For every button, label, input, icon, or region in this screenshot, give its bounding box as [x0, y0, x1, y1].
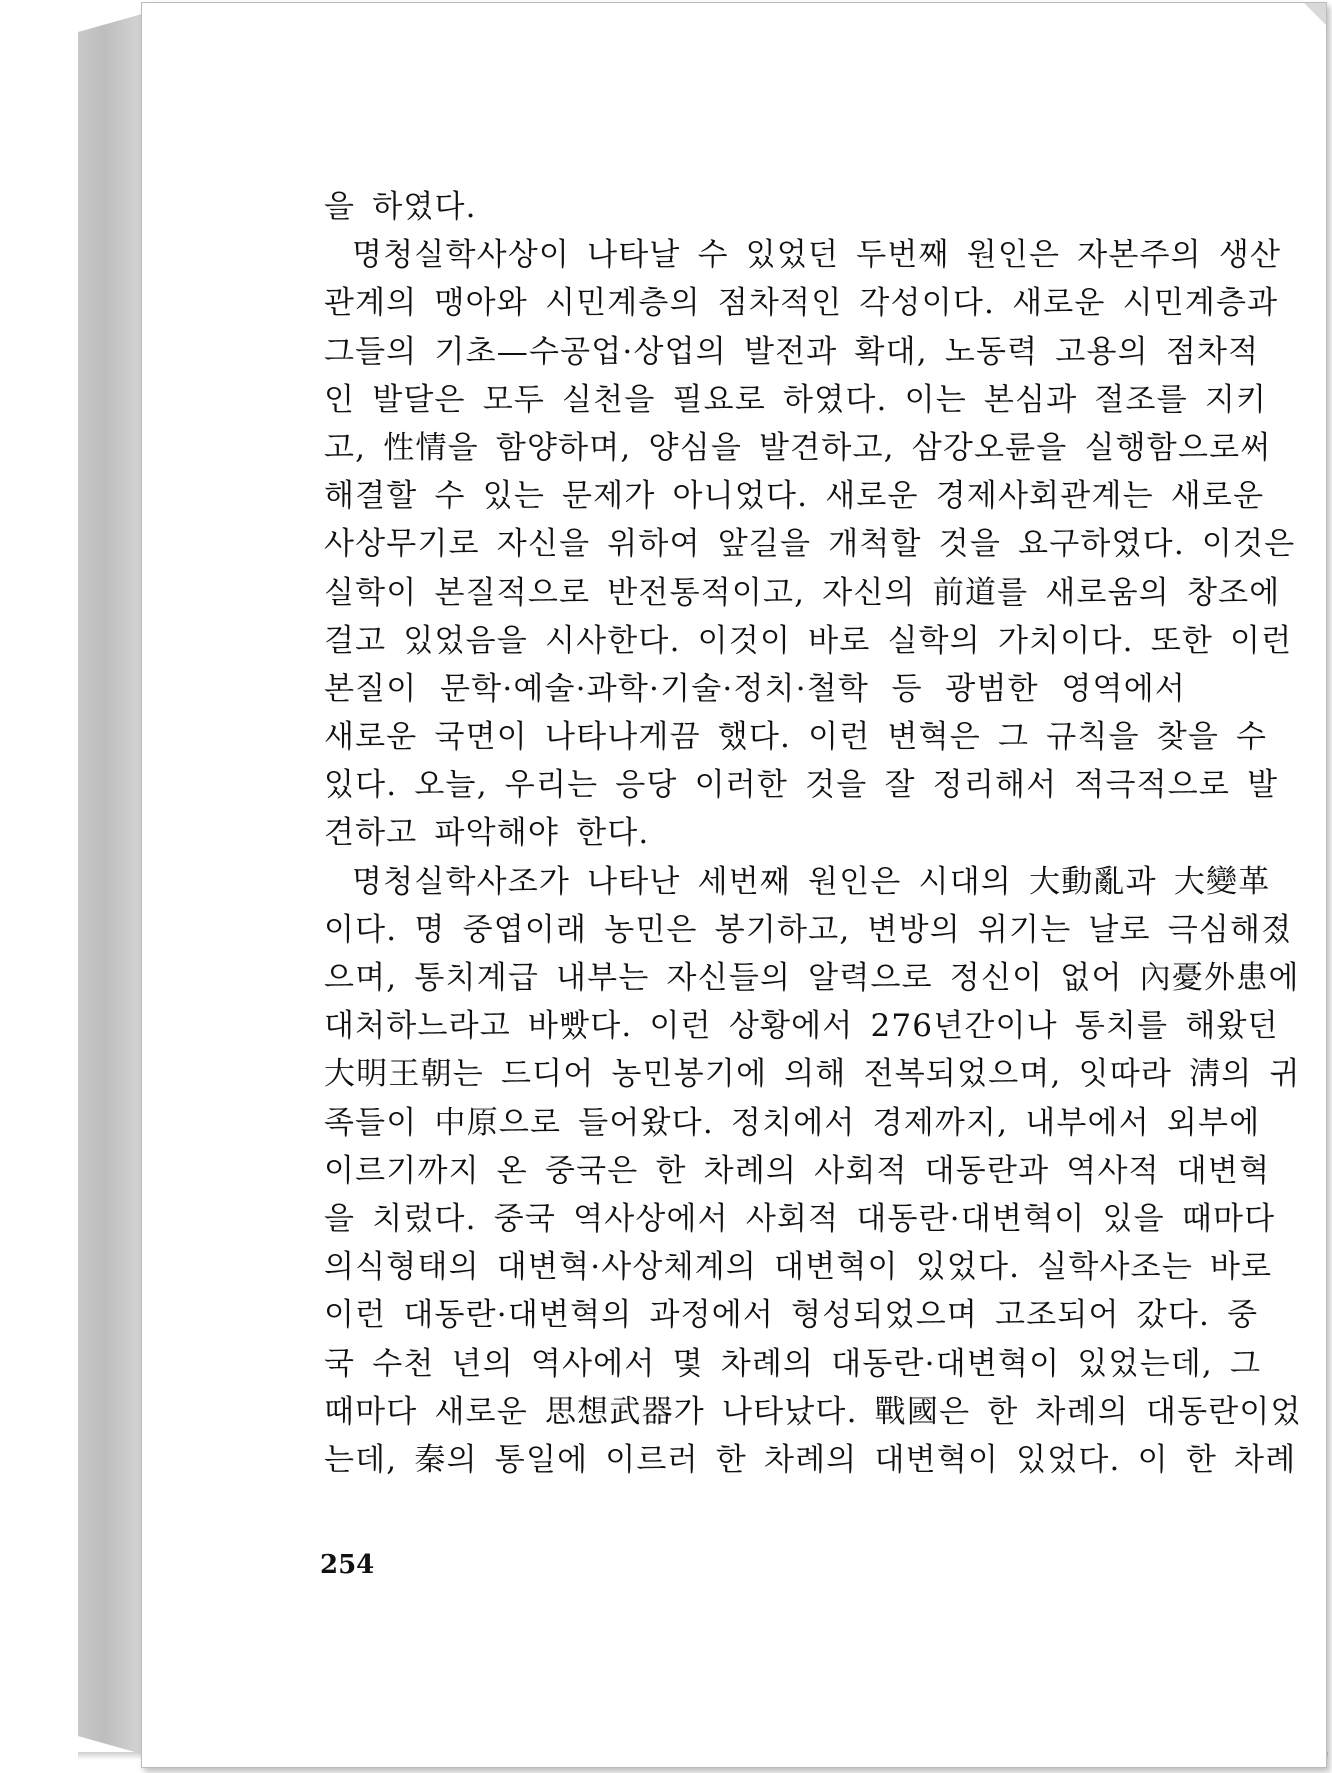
text-line: 는데, 秦의 통일에 이르러 한 차례의 대변혁이 있었다. 이 한 차례	[324, 1441, 1297, 1478]
text-line: 의식형태의 대변혁·사상체계의 대변혁이 있었다. 실학사조는 바로	[324, 1249, 1273, 1286]
text-line: 있다. 오늘, 우리는 응당 이러한 것을 잘 정리해서 적극적으로 발	[324, 767, 1279, 804]
page-corner	[1304, 3, 1326, 25]
text-line: 을 하였다.	[324, 189, 477, 225]
text-line: 해결할 수 있는 문제가 아니었다. 새로운 경제사회관계는 새로운	[324, 478, 1265, 515]
page-number: 254	[320, 1550, 375, 1580]
text-line: 이런 대동란·대변혁의 과정에서 형성되었으며 고조되어 갔다. 중	[324, 1297, 1259, 1334]
text-line: 새로운 국면이 나타나게끔 했다. 이런 변혁은 그 규칙을 찾을 수	[324, 719, 1268, 756]
body-text	[324, 183, 1302, 1484]
text-line: 을 치렀다. 중국 역사상에서 사회적 대동란·대변혁이 있을 때마다	[324, 1200, 1276, 1237]
text-line: 大明王朝는 드디어 농민봉기에 의해 전복되었으며, 잇따라 淸의 귀	[324, 1056, 1301, 1093]
text-line: 대처하느라고 바빴다. 이런 상황에서 276년간이나 통치를 해왔던	[324, 1008, 1279, 1045]
text-line: 실학이 본질적으로 반전통적이고, 자신의 前道를 새로움의 창조에	[324, 574, 1281, 611]
text-line: 인 발달은 모두 실천을 필요로 하였다. 이는 본심과 절조를 지키	[324, 381, 1268, 418]
text-line: 때마다 새로운 思想武器가 나타났다. 戰國은 한 차례의 대동란이었	[324, 1393, 1302, 1430]
text-line: 본질이 문학·예술·과학·기술·정치·철학 등 광범한 영역에서	[324, 670, 1186, 707]
text-line: 국 수천 년의 역사에서 몇 차례의 대동란·대변혁이 있었는데, 그	[324, 1345, 1262, 1382]
paragraph-start-line: 명청실학사상이 나타날 수 있었던 두번째 원인은 자본주의 생산	[352, 237, 1282, 274]
text-line: 으며, 통치계급 내부는 자신들의 알력으로 정신이 없어 內憂外患에	[324, 960, 1300, 996]
text-line: 관계의 맹아와 시민계층의 점차적인 각성이다. 새로운 시민계층과	[324, 285, 1279, 322]
paragraph-start-line: 명청실학사조가 나타난 세번째 원인은 시대의 大動亂과 大變革	[352, 863, 1271, 900]
text-line: 그들의 기초—수공업·상업의 발전과 확대, 노동력 고용의 점차적	[324, 333, 1260, 370]
text-line: 이다. 명 중엽이래 농민은 봉기하고, 변방의 위기는 날로 극심해졌	[324, 911, 1293, 948]
text-line: 사상무기로 자신을 위하여 앞길을 개척할 것을 요구하였다. 이것은	[324, 526, 1296, 563]
text-line: 견하고 파악해야 한다.	[324, 815, 650, 852]
text-line: 걸고 있었음을 시사한다. 이것이 바로 실학의 가치이다. 또한 이런	[324, 622, 1293, 659]
text-line: 이르기까지 온 중국은 한 차례의 사회적 대동란과 역사적 대변혁	[324, 1152, 1271, 1189]
book-spine	[78, 14, 142, 1754]
text-line: 족들이 中原으로 들어왔다. 정치에서 경제까지, 내부에서 외부에	[324, 1104, 1261, 1141]
text-line: 고, 性情을 함양하며, 양심을 발견하고, 삼강오륜을 실행함으로써	[324, 429, 1272, 466]
